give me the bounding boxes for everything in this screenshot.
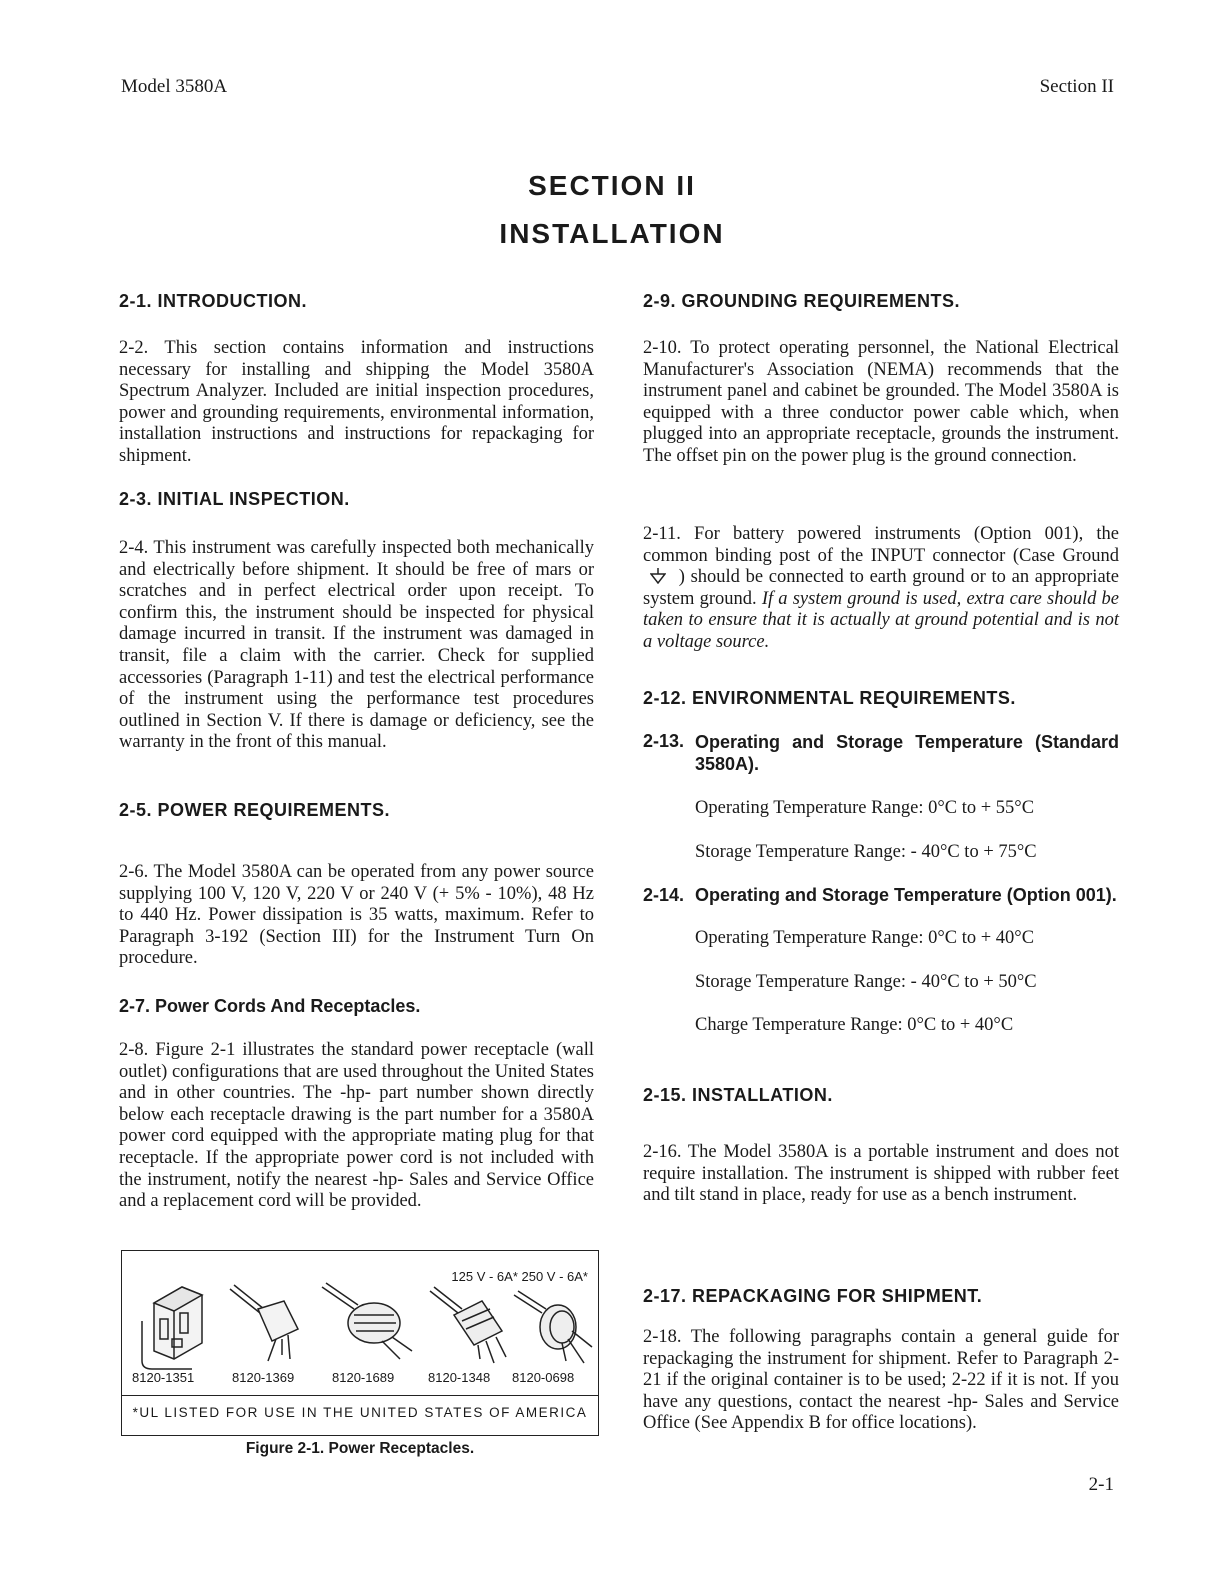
paragraph-2-11 [643,524,1119,654]
section-title: SECTION II [528,170,696,201]
heading-grounding: 2-9. GROUNDING REQUIREMENTS. [643,291,961,311]
figure-power-receptacles [121,1250,599,1436]
paragraph-2-18: 2-18. The following paragraphs contain a general guide for repackaging the instrument for shipment. Refer to Paragraph 2-21 if the original container is to be used; 2-22 if it is not. If you have any questions, contact the nearest -hp- Sales and Service Office (See Appendix B for office locations). [643,1327,1119,1434]
std-operating-temperature: Operating Temperature Range: 0°C to + 55°C [695,798,1035,818]
opt-operating-temperature: Operating Temperature Range: 0°C to + 40°C [695,928,1035,948]
part-number-4: 8120-1348 [428,1370,491,1385]
paragraph-2-16: 2-16. The Model 3580A is a portable instrument and does not require installation. The instrument is shipped with rubber feet and tilt stand in place, ready for use as a bench instrument. [643,1142,1119,1206]
figure-divider [122,1395,598,1396]
page-number: 2-1 [1088,1474,1114,1495]
heading-2-13: Operating and Storage Temperature (Standard 3580A). [695,732,1119,774]
heading-2-14: Operating and Storage Temperature (Option 001). [695,885,1117,905]
paragraph-2-2: 2-2. This section contains information and instructions necessary for installing and shipping the Model 3580A Spectrum Analyzer. Included are initial inspection procedures, power and grounding requirements, environmental information, installation instructions and instructions for repackaging for shipment. [119,338,594,466]
heading-power-requirements: 2-5. POWER REQUIREMENTS. [119,800,391,820]
part-number-3: 8120-1689 [332,1370,395,1385]
heading-environmental: 2-12. ENVIRONMENTAL REQUIREMENTS. [643,688,1016,708]
paragraph-2-8: 2-8. Figure 2-1 illustrates the standard power receptacle (wall outlet) configurations that are used throughout the United States and in other countries. The -hp- part number shown directly below each receptacle drawing is the part number for a 3580A power cord equipped with the appropriate mating plug for that receptacle. If the appropriate power cord is not included with the instrument, notify the nearest -hp- Sales and Service Office and a replacement cord will be provided. [119,1040,594,1212]
header-model: Model 3580A [121,76,228,97]
figure-caption: Figure 2-1. Power Receptacles. [245,1440,475,1457]
figure-footnote: *UL LISTED FOR USE IN THE UNITED STATES OF AMERICA [132,1405,588,1420]
heading-repackaging: 2-17. REPACKAGING FOR SHIPMENT. [643,1286,983,1306]
std-storage-temperature: Storage Temperature Range: - 40°C to + 75°C [695,842,1037,862]
paragraph-2-11-part-b: ) should be connected to earth ground or to an appropriate system ground. [643,567,1120,609]
heading-installation: 2-15. INSTALLATION. [643,1085,833,1105]
part-number-2: 8120-1369 [232,1370,295,1385]
part-number-1: 8120-1351 [132,1370,195,1385]
header-section: Section II [1039,76,1114,97]
paragraph-2-4: 2-4. This instrument was carefully inspected both mechanically and electrically before shipment. It should be free of mars or scratches and in perfect electrical order upon receipt. To confirm this, the instrument should be inspected for physical damage incurred in transit. If the instrument was damaged in transit, file a claim with the carrier. Check for supplied accessories (Paragraph 1-11) and test the electrical performance of the instrument using the performance test procedures outlined in Section V. If there is damage or deficiency, see the warranty in the front of this manual. [119,538,594,753]
plug-8120-1369-drawing [230,1285,298,1361]
part-number-5: 8120-0698 [512,1370,575,1385]
opt-storage-temperature: Storage Temperature Range: - 40°C to + 50°C [695,972,1037,992]
plug-8120-1348-drawing [430,1287,506,1363]
heading-2-13-number: 2-13. [643,731,685,751]
figure-rating-label: 125 V - 6A* 250 V - 6A* [451,1269,588,1284]
heading-initial-inspection: 2-3. INITIAL INSPECTION. [119,489,350,509]
paragraph-2-11-caution: If a system ground is used, extra care should be taken to ensure that it is actually at ground potential and is not a voltage source. [643,588,1119,652]
heading-2-14-number: 2-14. [643,885,685,905]
opt-charge-temperature: Charge Temperature Range: 0°C to + 40°C [695,1015,1014,1035]
paragraph-2-10: 2-10. To protect operating personnel, the National Electrical Manufacturer's Association (NEMA) recommends that the instrument panel and cabinet be grounded. The Model 3580A is equipped with a three conductor power cable which, when plugged into an appropriate receptacle, grounds the instrument. The offset pin on the power plug is the ground connection. [643,338,1119,466]
receptacle-drawings [122,1251,598,1371]
paragraph-2-11-part-a: 2-11. For battery powered instruments (Option 001), the common binding post of the INPUT connector (Case Ground [643,524,1119,566]
section-subtitle: INSTALLATION [499,218,725,249]
plug-8120-1689-drawing [322,1283,412,1359]
paragraph-2-6: 2-6. The Model 3580A can be operated from any power source supplying 100 V, 120 V, 220 V or 240 V (+ 5% - 10%), 48 Hz to 440 Hz. Power dissipation is 35 watts, maximum. Refer to Paragraph 3-192 (Section III) for the Instrument Turn On procedure. [119,862,594,969]
heading-power-cords: 2-7. Power Cords And Receptacles. [119,996,421,1016]
ground-symbol-icon [643,567,673,589]
receptacle-8120-1351-drawing [142,1287,202,1369]
heading-introduction: 2-1. INTRODUCTION. [119,291,308,311]
plug-8120-0698-drawing [514,1291,592,1363]
